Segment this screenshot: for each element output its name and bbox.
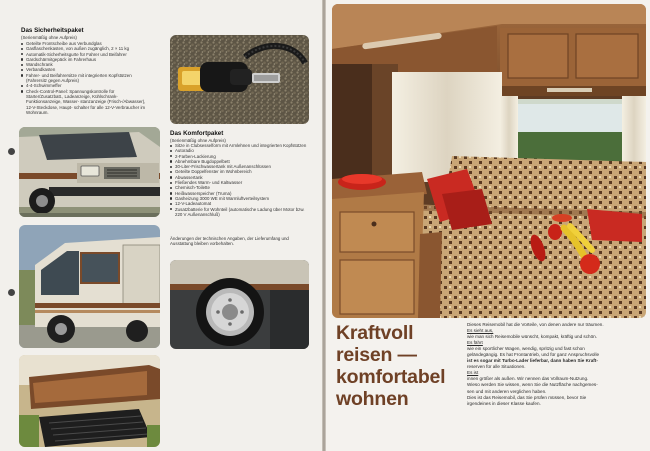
- list-item: Abwassertank: [170, 175, 310, 180]
- list-item: Abnehmbare Bugdoppelbett: [170, 159, 310, 164]
- body-line: sen und mit anderen verglichen haben.: [467, 388, 547, 394]
- safety-package-subtitle: (Serienmäßig ohne Aufpreis): [21, 35, 77, 40]
- body-line: Dieses Reisemobil hat die Vorteile, von denen andere nur träumen.: [467, 322, 604, 327]
- body-line: irgendeines in dieser Klasse kaufen.: [467, 400, 541, 406]
- body-line-heading: Es sieht aus,: [467, 328, 494, 334]
- headline-line: wohnen: [336, 388, 409, 410]
- list-item: Autoradio: [170, 148, 310, 153]
- body-line: Wieso werden Sie wissen, wenn Sie die Nutzfläche nachgemes-: [467, 382, 598, 388]
- list-item: 4-4-Schwimmeffer: [21, 83, 159, 88]
- body-line: wie ein sportlicher Wagen, wendig, spritzig und fast schon: [467, 346, 585, 352]
- body-line: wie man sich Reisemobile wünscht, kompakt, kräftig und schön.: [467, 334, 597, 340]
- comfort-package-title: Das Komfortpaket: [170, 130, 224, 137]
- list-item: Verbandkasten: [21, 67, 159, 72]
- headline-line: Kraftvoll: [336, 322, 414, 344]
- body-line: geländegängig. Es hat Frontantrieb, und für ganz Anspruchsvolle: [467, 352, 600, 358]
- list-item: Heißwasserspeicher (Truma): [170, 191, 310, 196]
- body-line: ist es sogar mit Turbo-Lader lieferbar, dann haben Sie Kraft-: [467, 358, 598, 364]
- list-item: Wandschrank: [21, 62, 159, 67]
- headline: [336, 322, 445, 410]
- body-line: Dies ist das Reisemobil, das Sie prüfen müssen, bevor Sie: [467, 394, 587, 400]
- specification-note: Änderungen der technischen Angaben, der Lieferumfang und Ausstattung bleiben vorbehalten.: [170, 236, 289, 247]
- list-item: Gardschärmitgepäck im Fahrerhaus: [21, 57, 159, 62]
- safety-package-list: [21, 41, 159, 115]
- body-line: reserven für alle Situationen.: [467, 364, 526, 370]
- list-item: Chemisch-Toilette: [170, 185, 310, 190]
- body-line-heading: Es fährt: [467, 340, 483, 346]
- list-item: Fließendes Warm- und Kaltwasser: [170, 180, 310, 185]
- left-page: [0, 0, 322, 451]
- photo-camper-interior: [332, 4, 646, 318]
- list-item: 2-Farben-Lackierung: [170, 154, 310, 159]
- photo-van-side: [19, 225, 160, 348]
- binding-hole-icon: [8, 289, 15, 296]
- body-text: [467, 322, 643, 407]
- headline-line: komfortabel: [336, 366, 446, 388]
- list-item: Gasheizung 3000 WE mit Warmluftverteilsystem: [170, 196, 310, 201]
- list-item: Check-Control-Panel: Spannungskontrolle für Starter/Zusatzbatt., Ladeanzeige, Kühlschrank-Funktionsanzeige, Wasser- stanzanzeige (Frisch-/Abwasser), 12-V-Steckdose, Haupt- schalter für alle 12-V-Verbraucher im Wohnraum.: [21, 89, 149, 115]
- photo-wheel: [170, 260, 309, 349]
- list-item: Zusatzbatterie für Wohnteil (automatische Ladung über Motor bzw. 220 V Außenanschluß): [170, 207, 307, 218]
- headline-line: reisen —: [336, 344, 417, 366]
- safety-package-title: Das Sicherheitspaket: [21, 27, 84, 34]
- photo-van-front: [19, 127, 160, 217]
- comfort-package-list: [170, 143, 310, 217]
- photo-entry-step: [19, 355, 160, 447]
- list-item: Fahrer- und Beifahrersitze mit integrierten Kopfstützen (Fahrersitz gegen Aufpreis): [21, 73, 146, 84]
- binding-hole-icon: [8, 148, 15, 155]
- body-line-heading: Es ist: [467, 370, 479, 376]
- photo-cab-control-unit: [170, 35, 309, 124]
- body-line: innen größer als außen. Wir nennen das Vollraum-Nutzung.: [467, 376, 589, 382]
- list-item: Geteilte Doppelfenster im Wohnbereich: [170, 169, 310, 174]
- comfort-package-subtitle: (Serienmäßig ohne Aufpreis): [170, 138, 226, 143]
- list-item: Geteilte Frontscheibe aus Verbundglas: [21, 41, 159, 46]
- list-item: 30-Liter-Frischwassertank mit Außenanschlüssen: [170, 164, 310, 169]
- list-item: Sitze in Clubsesselform mit Armlehnen und integrierten Kopfstützen: [170, 143, 307, 148]
- list-item: Automatik-Sicherheitsgurte für Fahrer und Beifahrer: [21, 52, 159, 57]
- list-item: Gasflaschenkasten, von außen zugänglich, 2 × 11 kg: [21, 46, 159, 51]
- list-item: 12-V-Ladeautomat: [170, 201, 310, 206]
